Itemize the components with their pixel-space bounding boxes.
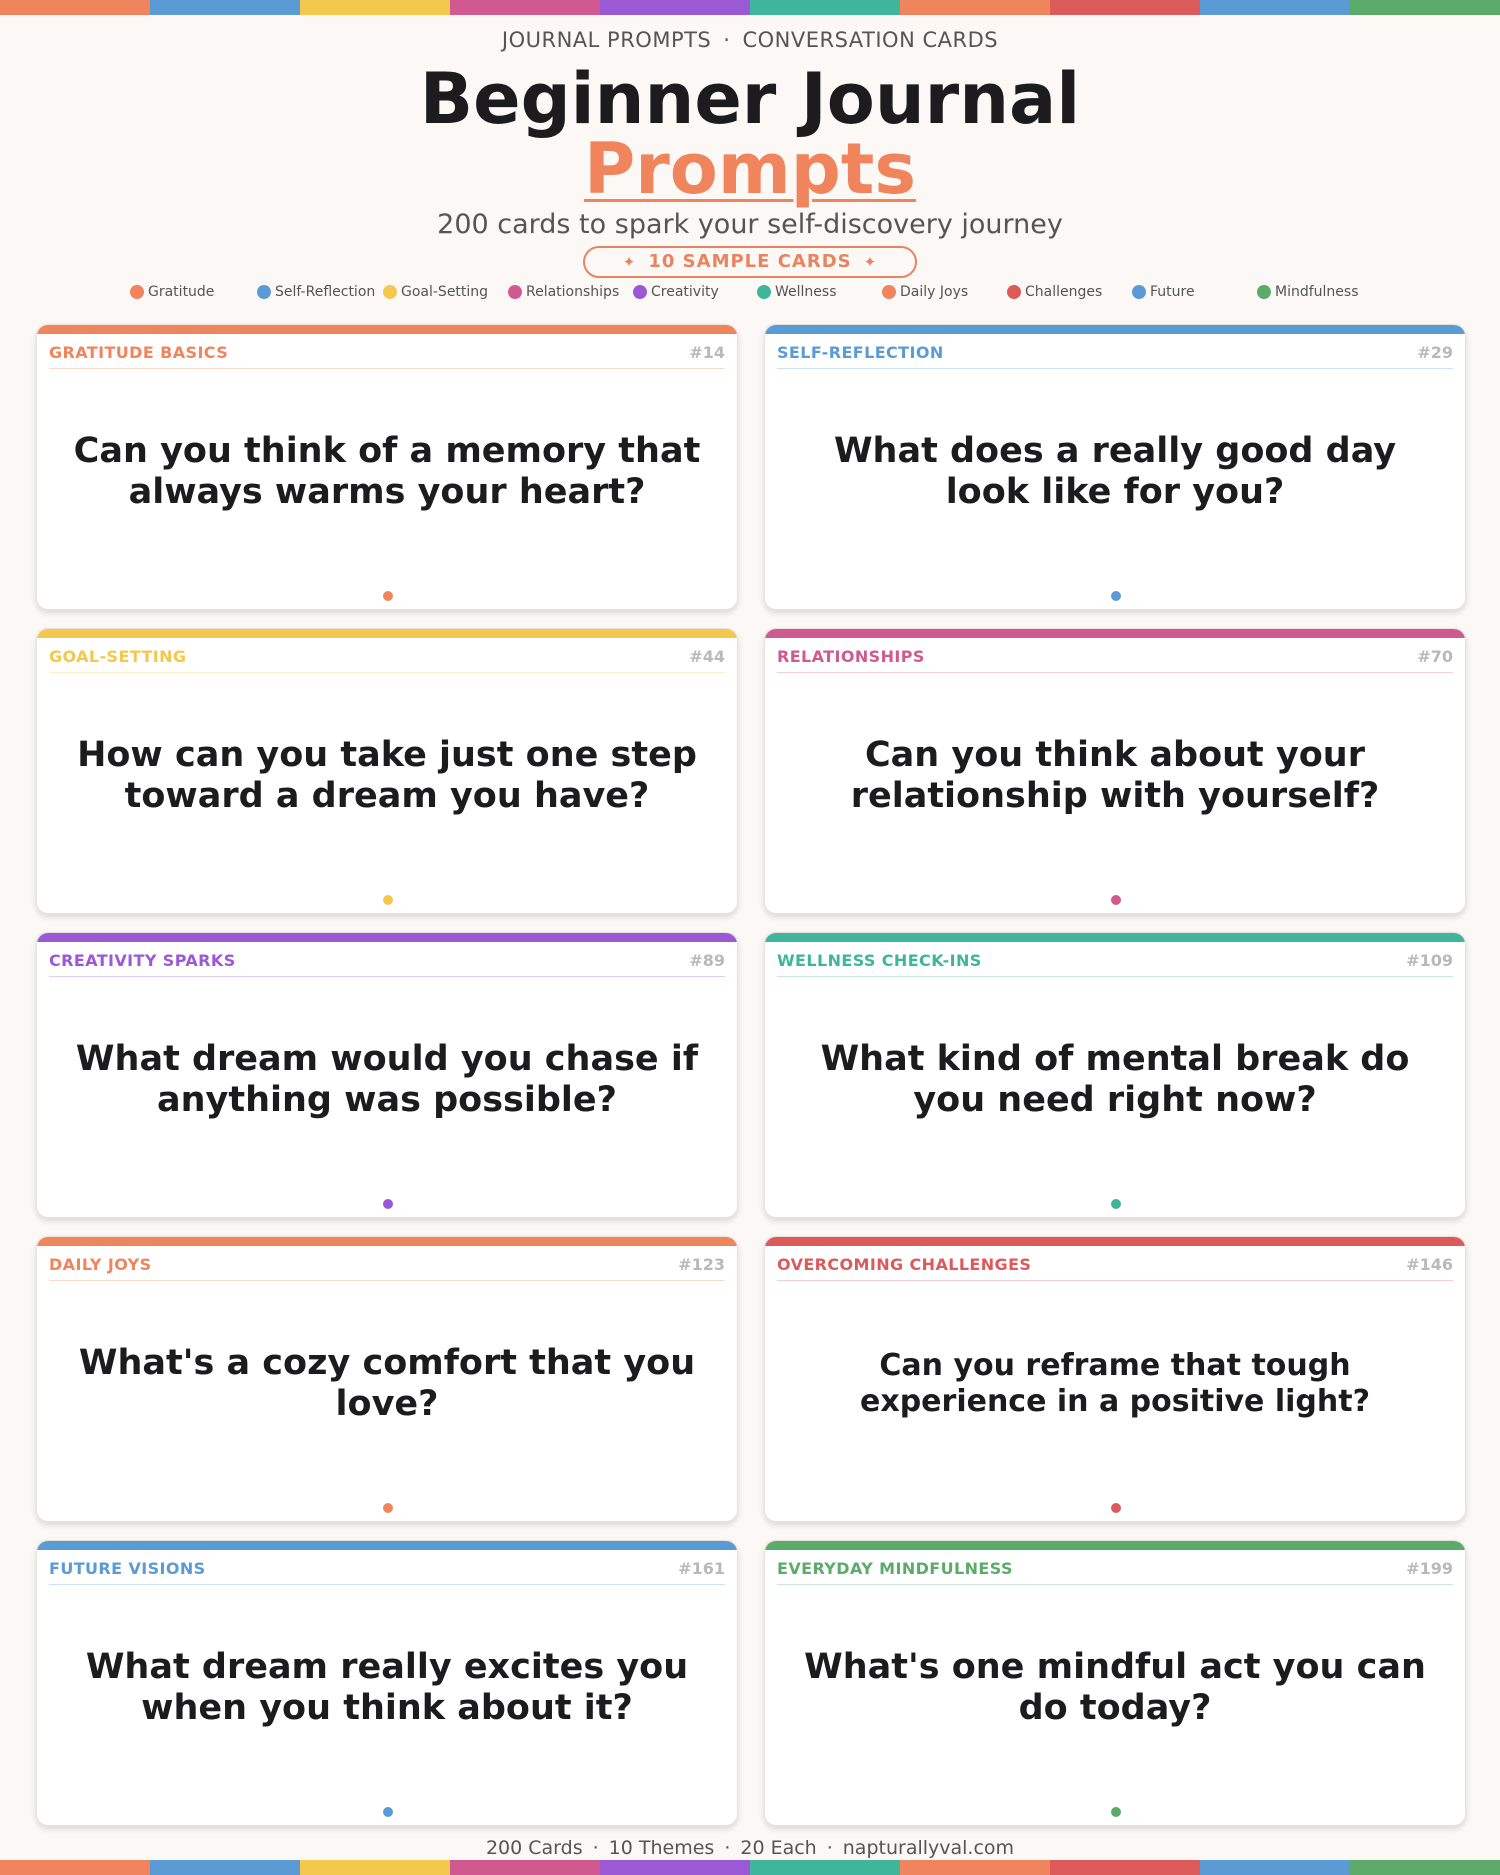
card-dot-icon xyxy=(383,591,393,601)
legend-dot-icon xyxy=(1007,285,1021,299)
card-category: FUTURE VISIONS xyxy=(49,1559,206,1578)
card-dot-icon xyxy=(383,1807,393,1817)
card-question: What dream would you chase if anything was possible? xyxy=(75,1039,699,1120)
card-divider xyxy=(49,976,725,977)
card-category: GOAL-SETTING xyxy=(49,647,187,666)
legend-dot-icon xyxy=(130,285,144,299)
card-category: RELATIONSHIPS xyxy=(777,647,925,666)
sparkle-icon: ✦ xyxy=(863,253,878,271)
stripe-segment xyxy=(900,1860,1050,1875)
legend-label: Creativity xyxy=(651,284,719,300)
stripe-segment xyxy=(900,0,1050,15)
prompt-card xyxy=(36,1236,738,1522)
prompt-card xyxy=(764,1236,1466,1522)
card-number: #146 xyxy=(1406,1255,1453,1274)
card-question: Can you think about your relationship with yourself? xyxy=(850,735,1380,816)
stripe-segment xyxy=(300,1860,450,1875)
legend-item xyxy=(508,284,619,300)
stripe-segment xyxy=(600,0,750,15)
card-dot-icon xyxy=(1111,895,1121,905)
legend-dot-icon xyxy=(383,285,397,299)
legend-dot-icon xyxy=(508,285,522,299)
legend-label: Self-Reflection xyxy=(275,284,376,300)
stripe-segment xyxy=(1350,1860,1500,1875)
legend-label: Gratitude xyxy=(148,284,215,300)
page-title-line2: Prompts xyxy=(583,128,917,210)
card-color-bar xyxy=(37,1541,737,1550)
card-dot-icon xyxy=(1111,1503,1121,1513)
legend-label: Daily Joys xyxy=(900,284,969,300)
card-question: Can you reframe that tough experience in a positive light? xyxy=(860,1348,1370,1419)
stripe-segment xyxy=(600,1860,750,1875)
footer-each: 20 Each xyxy=(740,1837,817,1859)
card-number: #70 xyxy=(1417,647,1453,666)
badge-label: 10 SAMPLE CARDS xyxy=(648,251,852,272)
card-color-bar xyxy=(37,325,737,334)
legend-item xyxy=(130,284,214,300)
card-divider xyxy=(777,976,1453,977)
footer-cards: 200 Cards xyxy=(485,1837,583,1859)
card-divider xyxy=(49,368,725,369)
kicker-separator: · xyxy=(723,28,731,52)
card-divider xyxy=(49,1584,725,1585)
category-legend xyxy=(130,284,1390,306)
card-color-bar xyxy=(765,1541,1465,1550)
prompt-card xyxy=(36,1540,738,1826)
legend-label: Wellness xyxy=(775,284,837,300)
kicker-left: JOURNAL PROMPTS xyxy=(501,28,712,52)
stripe-segment xyxy=(1050,1860,1200,1875)
card-number: #29 xyxy=(1417,343,1453,362)
card-category: DAILY JOYS xyxy=(49,1255,152,1274)
legend-item xyxy=(383,284,488,300)
card-divider xyxy=(777,368,1453,369)
prompt-card xyxy=(764,628,1466,914)
stripe-segment xyxy=(300,0,450,15)
card-dot-icon xyxy=(1111,591,1121,601)
kicker-right: CONVERSATION CARDS xyxy=(742,28,999,52)
footer-separator: · xyxy=(826,1837,833,1859)
card-category: OVERCOMING CHALLENGES xyxy=(777,1255,1032,1274)
card-number: #44 xyxy=(689,647,725,666)
card-number: #199 xyxy=(1406,1559,1453,1578)
legend-label: Challenges xyxy=(1025,284,1103,300)
card-dot-icon xyxy=(383,1503,393,1513)
card-dot-icon xyxy=(383,1199,393,1209)
legend-item xyxy=(1007,284,1102,300)
legend-item xyxy=(633,284,719,300)
legend-dot-icon xyxy=(633,285,647,299)
card-divider xyxy=(49,672,725,673)
stripe-segment xyxy=(750,0,900,15)
stripe-segment xyxy=(450,1860,600,1875)
sparkle-icon: ✦ xyxy=(622,253,637,271)
prompt-card xyxy=(36,628,738,914)
card-color-bar xyxy=(37,933,737,942)
card-category: SELF-REFLECTION xyxy=(777,343,944,362)
legend-label: Goal-Setting xyxy=(401,284,489,300)
legend-label: Future xyxy=(1150,284,1195,300)
card-category: GRATITUDE BASICS xyxy=(49,343,229,362)
card-number: #14 xyxy=(689,343,725,362)
card-dot-icon xyxy=(1111,1199,1121,1209)
stripe-segment xyxy=(0,1860,150,1875)
card-question: What's one mindful act you can do today? xyxy=(804,1647,1426,1728)
card-color-bar xyxy=(765,1237,1465,1246)
stripe-segment xyxy=(1050,0,1200,15)
card-divider xyxy=(777,1280,1453,1281)
top-color-stripe xyxy=(0,0,1500,15)
sample-cards-badge xyxy=(583,246,917,278)
legend-dot-icon xyxy=(882,285,896,299)
card-divider xyxy=(777,1584,1453,1585)
prompt-card xyxy=(764,932,1466,1218)
card-color-bar xyxy=(765,933,1465,942)
card-color-bar xyxy=(37,629,737,638)
legend-item xyxy=(257,284,375,300)
card-dot-icon xyxy=(383,895,393,905)
card-question: What's a cozy comfort that you love? xyxy=(78,1343,696,1424)
card-question: What kind of mental break do you need right now? xyxy=(820,1039,1410,1120)
legend-dot-icon xyxy=(757,285,771,299)
legend-item xyxy=(882,284,968,300)
stripe-segment xyxy=(450,0,600,15)
page-subtitle: 200 cards to spark your self-discovery journey xyxy=(437,209,1063,240)
card-category: WELLNESS CHECK-INS xyxy=(777,951,982,970)
card-category: CREATIVITY SPARKS xyxy=(49,951,236,970)
legend-dot-icon xyxy=(1257,285,1271,299)
footer-separator: · xyxy=(592,1837,599,1859)
footer xyxy=(0,1836,1500,1860)
card-category: EVERYDAY MINDFULNESS xyxy=(777,1559,1013,1578)
card-number: #161 xyxy=(678,1559,725,1578)
card-question: How can you take just one step toward a dream you have? xyxy=(77,735,697,816)
card-divider xyxy=(777,672,1453,673)
prompt-card xyxy=(36,932,738,1218)
card-question: Can you think of a memory that always warms your heart? xyxy=(73,431,701,512)
footer-separator: · xyxy=(724,1837,731,1859)
legend-label: Relationships xyxy=(526,284,620,300)
card-number: #123 xyxy=(678,1255,725,1274)
card-number: #89 xyxy=(689,951,725,970)
legend-item xyxy=(757,284,837,300)
legend-dot-icon xyxy=(1132,285,1146,299)
stripe-segment xyxy=(1350,0,1500,15)
stripe-segment xyxy=(1200,1860,1350,1875)
footer-themes: 10 Themes xyxy=(608,1837,715,1859)
stripe-segment xyxy=(1200,0,1350,15)
stripe-segment xyxy=(750,1860,900,1875)
kicker xyxy=(0,26,1500,54)
footer-site: napturallyval.com xyxy=(842,1837,1015,1859)
card-question: What dream really excites you when you think about it? xyxy=(85,1647,689,1728)
stripe-segment xyxy=(150,1860,300,1875)
prompt-card xyxy=(36,324,738,610)
card-color-bar xyxy=(37,1237,737,1246)
card-color-bar xyxy=(765,629,1465,638)
bottom-color-stripe xyxy=(0,1860,1500,1875)
card-divider xyxy=(49,1280,725,1281)
card-color-bar xyxy=(765,325,1465,334)
stripe-segment xyxy=(150,0,300,15)
page-header xyxy=(0,26,1500,278)
prompt-card xyxy=(764,1540,1466,1826)
card-question: What does a really good day look like for you? xyxy=(833,431,1397,512)
card-dot-icon xyxy=(1111,1807,1121,1817)
legend-dot-icon xyxy=(257,285,271,299)
card-number: #109 xyxy=(1406,951,1453,970)
legend-label: Mindfulness xyxy=(1275,284,1359,300)
prompt-card xyxy=(764,324,1466,610)
legend-item xyxy=(1132,284,1195,300)
legend-item xyxy=(1257,284,1359,300)
stripe-segment xyxy=(0,0,150,15)
page-title-line1: Beginner Journal xyxy=(419,58,1081,140)
